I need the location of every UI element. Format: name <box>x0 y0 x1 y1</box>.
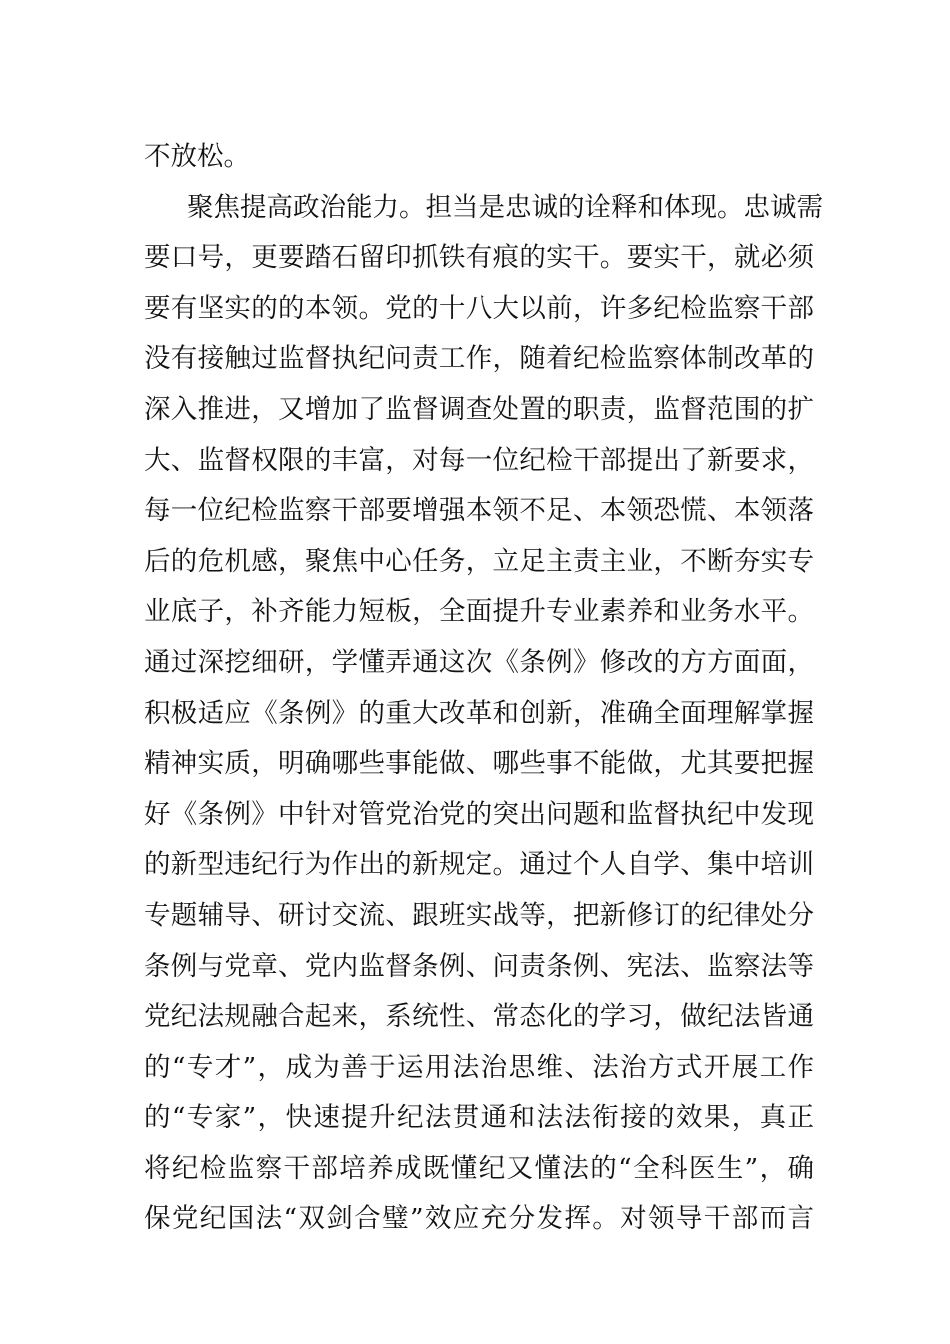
text-line: 党纪法规融合起来，系统性、常态化的学习，做纪法皆通 <box>144 1001 814 1033</box>
text-line: 深入推进，又增加了监督调查处置的职责，监督范围的扩 <box>144 393 814 425</box>
text-line: 的“专才”，成为善于运用法治思维、法治方式开展工作 <box>144 1051 814 1083</box>
text-line: 没有接触过监督执纪问责工作，随着纪检监察体制改革的 <box>144 343 814 375</box>
body-text <box>144 132 823 1245</box>
text-line: 的“专家”，快速提升纪法贯通和法法衔接的效果，真正 <box>144 1102 814 1134</box>
text-line: 保党纪国法“双剑合璧”效应充分发挥。对领导干部而言 <box>144 1203 814 1235</box>
text-line: 每一位纪检监察干部要增强本领不足、本领恐慌、本领落 <box>144 495 814 527</box>
text-line: 大、监督权限的丰富，对每一位纪检干部提出了新要求， <box>144 444 814 476</box>
text-line: 将纪检监察干部培养成既懂纪又懂法的“全科医生”，确 <box>144 1152 814 1184</box>
text-line: 专题辅导、研讨交流、跟班实战等，把新修订的纪律处分 <box>144 899 814 931</box>
text-line: 后的危机感，聚焦中心任务，立足主责主业，不断夯实专 <box>144 545 814 577</box>
text-line: 通过深挖细研，学懂弄通这次《条例》修改的方方面面， <box>144 646 814 678</box>
paragraph-first-line: 聚焦提高政治能力。担当是忠诚的诠释和体现。忠诚需 <box>187 191 823 223</box>
text-line: 不放松。 <box>144 141 250 172</box>
text-line: 积极适应《条例》的重大改革和创新，准确全面理解掌握 <box>144 697 814 729</box>
text-line: 好《条例》中针对管党治党的突出问题和监督执纪中发现 <box>144 798 814 830</box>
text-line: 要口号，更要踏石留印抓铁有痕的实干。要实干，就必须 <box>144 242 814 274</box>
text-line: 的新型违纪行为作出的新规定。通过个人自学、集中培训 <box>144 849 814 881</box>
text-line: 精神实质，明确哪些事能做、哪些事不能做，尤其要把握 <box>144 748 814 780</box>
text-line: 条例与党章、党内监督条例、问责条例、宪法、监察法等 <box>144 950 814 982</box>
text-line: 业底子，补齐能力短板，全面提升专业素养和业务水平。 <box>144 596 814 628</box>
text-line: 要有坚实的的本领。党的十八大以前，许多纪检监察干部 <box>144 292 814 324</box>
